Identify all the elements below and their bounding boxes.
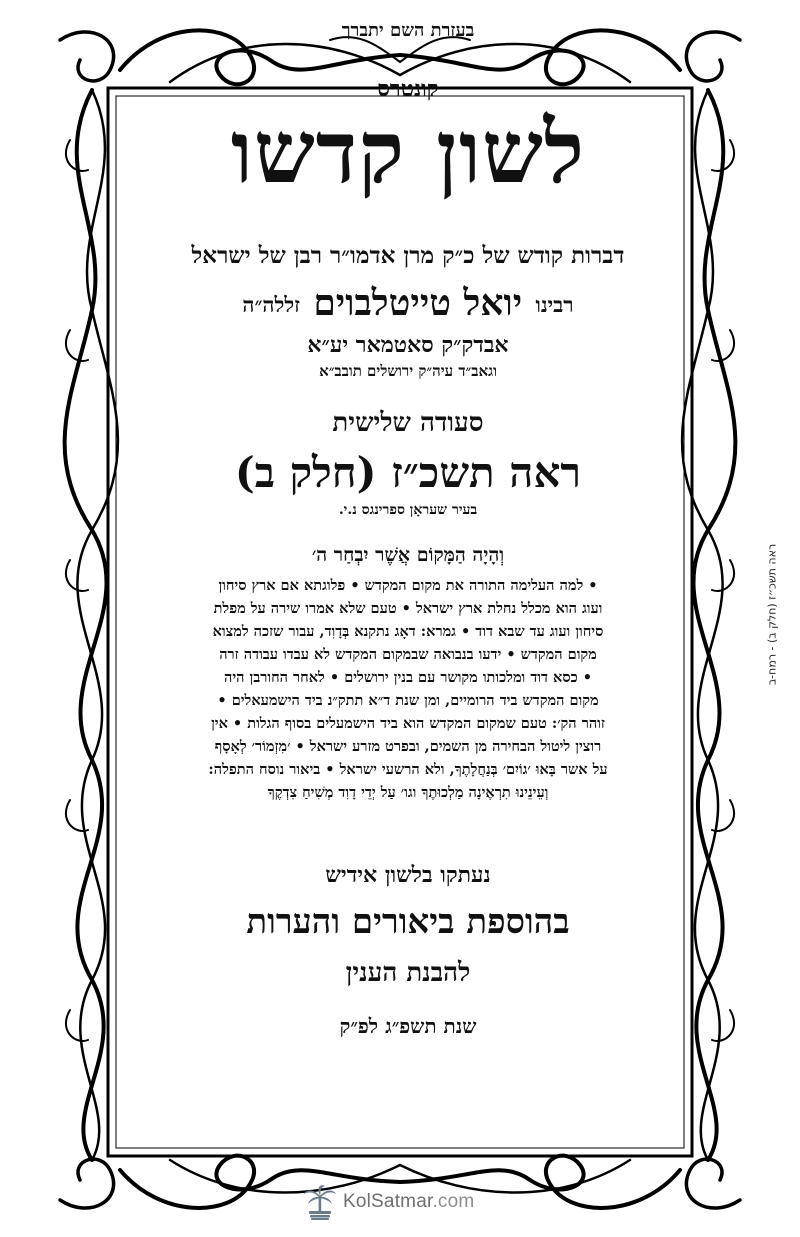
- translation-note: נעתקו בלשון אידיש: [325, 862, 491, 888]
- occasion-meal: סעודה שלישית: [332, 408, 484, 438]
- summary-line: וְעֵינֵינוּ תִרְאֶינָה מַלְכוּתֶךָ וגו׳ עַל יְדֵי דָוִד מְשִׁיחַ צִדְקֶךָ: [267, 784, 549, 801]
- summary-line: סיחון ועוג עד שבא דוד • גמרא: דאָג נתקנא בְּדָוִד, עבור שזכה למצוא: [212, 623, 604, 640]
- summary-line: מקום המקדש ביד הרומיים, ומן שנת ד״א תתק״נ ביד הישמעאלים •: [217, 692, 599, 709]
- summary-line: זוהר הק׳: טעם שמקום המקדש הוא ביד הישמעלים בסוף הגלות • אין: [211, 715, 605, 732]
- speaker-name: יואל טייטלבוים: [313, 282, 523, 324]
- summary-line: רוצין ליטול הבחירה מן השמים, ובפרט מזרע ישראל • ׳מִזְמוֹר׳ לְאָסָף: [214, 738, 602, 755]
- summary-line: על אשר בָּאוּ ׳גוֹיִם׳ בְּנַחֲלָתֶךָ, ולא הרשעי ישראל • ביאור נוסח התפלה:: [208, 761, 608, 778]
- booklet-title: לשון קדשו: [230, 102, 586, 203]
- occasion-parsha: ראה תשכ״ז (חלק ב): [234, 448, 582, 497]
- speaker-prefix: רבינו: [535, 292, 574, 317]
- booklet-label: קונטרס: [377, 76, 439, 102]
- kolsatmar-logo[interactable]: [303, 1184, 474, 1220]
- summary-line: • למה העלימה התורה את מקום המקדש • פלוגתא אם ארץ סיחון: [218, 577, 598, 594]
- occasion-place: בעיר שעראָן ספרינגס נ.י.: [338, 502, 478, 518]
- speaker-name-line: [150, 282, 666, 324]
- logo-text: KolSatmar.com: [343, 1191, 475, 1212]
- palm-tree-icon: [303, 1184, 337, 1220]
- translation-additions: בהוספת ביאורים והערות: [246, 902, 570, 942]
- summary-line: • כסא דוד ומלכותו מקושר עם בנין ירושלים • לאחר החורבן היה: [224, 669, 592, 686]
- summary-paragraph: [150, 574, 666, 804]
- summary-line: מקום המקדש • ידעו בנבואה שבמקום המקדש לא עבדו עבודה זרה: [219, 646, 597, 663]
- verse-heading: וְהָיָה הַמָּקוֹם אֲשֶׁר יִבְחַר ה׳: [311, 544, 505, 566]
- speaker-title-2: וגאב״ד עיה״ק ירושלים תובב״א: [319, 362, 497, 380]
- speaker-intro: דברות קודש של כ״ק מרן אדמו״ר רבן של ישראל: [191, 242, 625, 269]
- side-label-text: ראה תשכ״ז (חלק ב) - רמח-ב: [765, 543, 779, 686]
- title-page-content: [150, 20, 666, 1038]
- translation-purpose: להבנת הענין: [345, 958, 471, 988]
- summary-line: ועוג הוא מכלל נחלת ארץ ישראל • טעם שלא אמרו שירה על מפלת: [213, 600, 603, 617]
- blessing-header: בעזרת השם יתברך: [341, 20, 475, 41]
- publication-year: שנת תשפ״ג לפ״ק: [339, 1014, 477, 1038]
- speaker-suffix: זללה״ה: [242, 292, 301, 317]
- speaker-title: אבדק״ק סאטמאר יע״א: [307, 332, 509, 358]
